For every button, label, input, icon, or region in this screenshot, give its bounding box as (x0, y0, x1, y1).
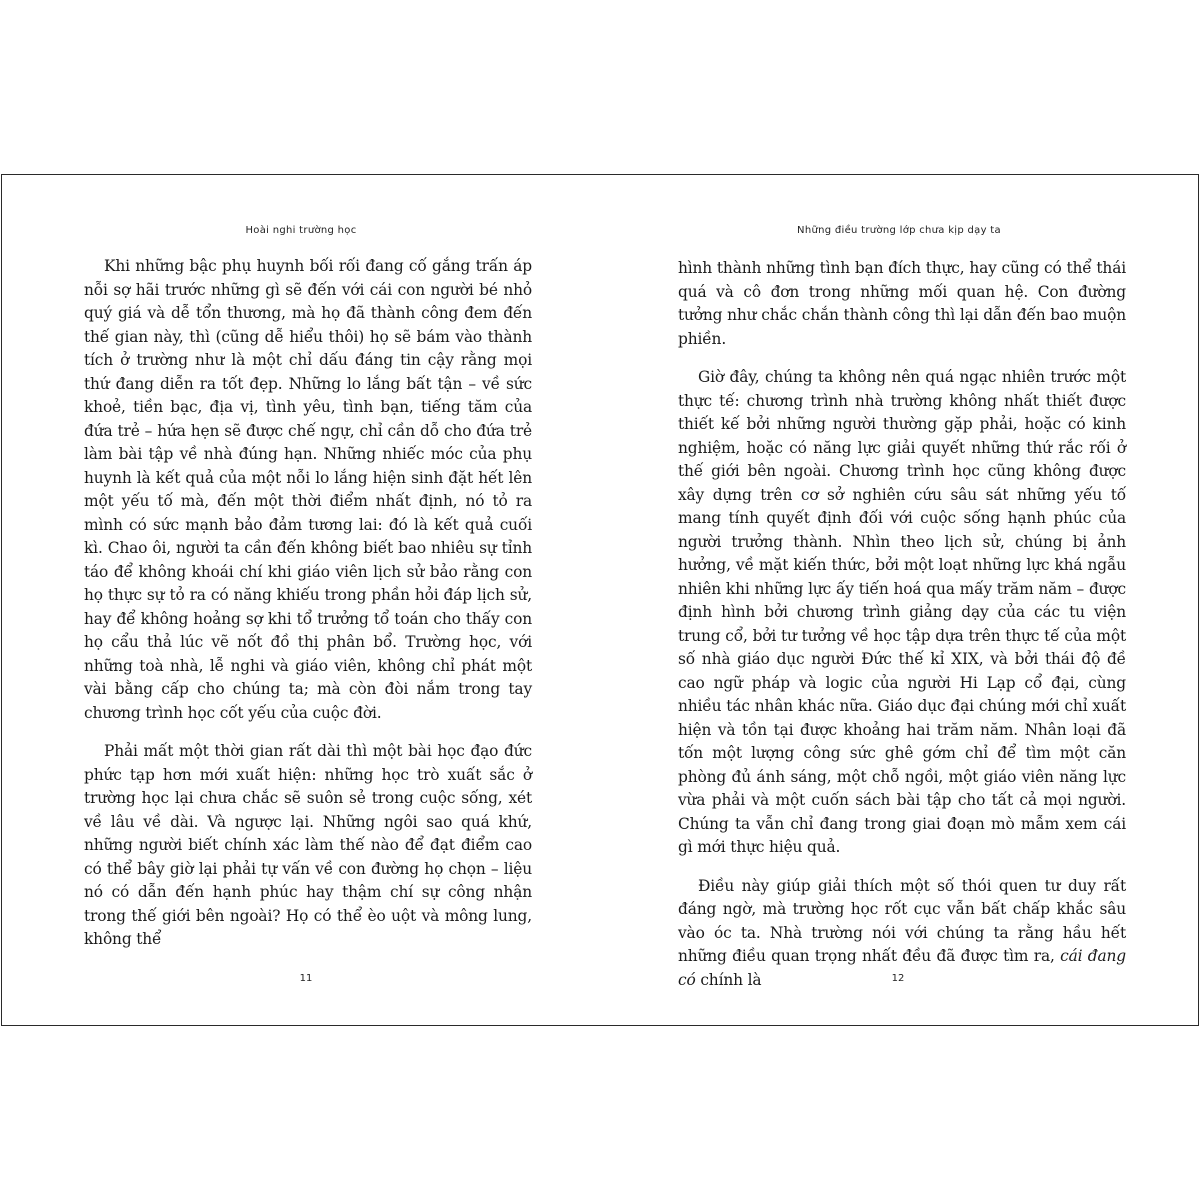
right-page (600, 175, 1198, 1025)
book-spread (1, 174, 1199, 1026)
paragraph-text: chính là (695, 970, 762, 989)
italic-phrase: cái đang có (678, 947, 1126, 989)
running-head-right: Những điều trường lớp chưa kịp dạy ta (797, 225, 1001, 236)
left-page (2, 175, 600, 1025)
page-number-left: 11 (299, 973, 313, 984)
paragraph: Khi những bậc phụ huynh bối rối đang cố gắng trấn áp nỗi sợ hãi trước những gì sẽ đến với cái con người bé nhỏ quý giá và dễ tổn thương, mà họ đã thành công đem đến thế gian này, thì (cũng dễ hiểu thôi) họ sẽ bám vào thành tích ở trường như là một chỉ dấu đáng tin cậy rằng mọi thứ đang diễn ra tốt đẹp. Những lo lắng bất tận – về sức khoẻ, tiền bạc, địa vị, tình yêu, tình bạn, tiếng tăm của đứa trẻ – hứa hẹn sẽ được chế ngự, chỉ cần dỗ cho đứa trẻ làm bài tập về nhà đúng hạn. Những nhiếc móc của phụ huynh là kết quả của một nỗi lo lắng hiện sinh đặt hết lên một yếu tố mà, đến một thời điểm nhất định, nó tỏ ra mình có sức mạnh bảo đảm tương lai: đó là kết quả cuối kì. Chao ôi, người ta cần đến không biết bao nhiêu sự tỉnh táo để không khoái chí khi giáo viên lịch sử bảo rằng con họ thực sự tỏ ra có năng khiếu trong phần hỏi đáp lịch sử, hay để không hoảng sợ khi tổ trưởng tổ toán cho thấy con họ cẩu thả lúc vẽ nốt đồ thị phân bổ. Trường học, với những toà nhà, lễ nghi và giáo viên, không chỉ phát một vài bằng cấp cho chúng ta; mà còn đòi nắm trong tay chương trình học cốt yếu của cuộc đời. (84, 257, 532, 722)
paragraph-continued: hình thành những tình bạn đích thực, hay cũng có thể thái quá và cô đơn trong những mối quan hệ. Con đường tưởng như chắc chắn thành công thì lại dẫn đến bao muộn phiền. (678, 259, 1126, 348)
page-number-right: 12 (891, 973, 905, 984)
right-page-body (678, 257, 1126, 992)
paragraph-text: Điều này giúp giải thích một số thói quen tư duy rất đáng ngờ, mà trường học rốt cục vẫn bất chấp khắc sâu vào óc ta. Nhà trường nói với chúng ta rằng hầu hết những điều quan trọng nhất đều đã được tìm ra, (678, 876, 1126, 965)
paragraph: Giờ đây, chúng ta không nên quá ngạc nhiên trước một thực tế: chương trình nhà trường không nhất thiết được thiết kế bởi những người thường gặp phải, hoặc có kinh nghiệm, hoặc có năng lực giải quyết những thứ rắc rối ở thế giới bên ngoài. Chương trình học cũng không được xây dựng trên cơ sở nghiên cứu sâu sát những yếu tố mang tính quyết định đối với cuộc sống hạnh phúc của người trưởng thành. Nhìn theo lịch sử, chúng bị ảnh hưởng, về mặt kiến thức, bởi một loạt những lực khá ngẫu nhiên khi những lực ấy tiến hoá qua mấy trăm năm – được định hình bởi chương trình giảng dạy của các tu viện trung cổ, bởi tư tưởng về học tập dựa trên thực tế của một số nhà giáo dục người Đức thế kỉ XIX, và bởi thái độ đề cao ngữ pháp và logic của người Hi Lạp cổ đại, cùng nhiều tác nhân khác nữa. Giáo dục đại chúng mới chỉ xuất hiện và tồn tại được khoảng hai trăm năm. Nhân loại đã tốn một lượng công sức ghê gớm chỉ để tìm một căn phòng đủ ánh sáng, một chỗ ngồi, một giáo viên năng lực vừa phải và một cuốn sách bài tập cho tất cả mọi người. Chúng ta vẫn chỉ đang trong giai đoạn mò mẫm xem cái gì mới thực hiệu quả. (678, 368, 1126, 856)
running-head-left: Hoài nghi trường học (245, 225, 357, 236)
paragraph: Phải mất một thời gian rất dài thì một bài học đạo đức phức tạp hơn mới xuất hiện: những học trò xuất sắc ở trường học lại chưa chắc sẽ suôn sẻ trong cuộc sống, xét về lâu về dài. Và ngược lại. Những ngôi sao quá khứ, những người biết chính xác làm thế nào để đạt điểm cao có thể bây giờ lại phải tự vấn về con đường họ chọn – liệu nó có dẫn đến hạnh phúc hay thậm chí sự công nhận trong thế giới bên ngoài? Họ có thể èo uột và mông lung, không thể (84, 742, 532, 948)
left-page-body (84, 255, 532, 952)
